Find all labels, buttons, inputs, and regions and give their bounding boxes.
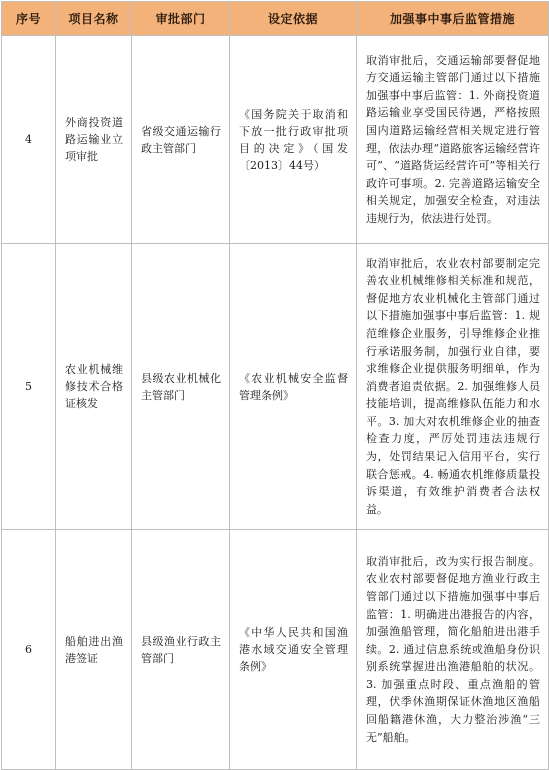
- table-row: [2, 530, 549, 770]
- row-approval-department: 县级渔业行政主管部门: [132, 530, 230, 770]
- row-project-name: 船舶进出渔港签证: [56, 530, 132, 770]
- table-row: [2, 244, 549, 530]
- row-project-name: 农业机械维修技术合格证核发: [56, 244, 132, 530]
- row-supervision-measures: 取消审批后，交通运输部要督促地方交通运输主管部门通过以下措施加强事中事后监管：1. 外商投资道路运输业享受国民待遇，严格按照国内道路运输经营相关规定进行管理，依法办理“道路旅客运输经营许可”、“道路货运经营许可”等相关行政许可事项。2. 完善道路运输安全相关规定，加强安全检查，对违法违规行为，依法进行处罚。: [357, 36, 549, 244]
- header-approval-department: 审批部门: [132, 2, 230, 36]
- row-serial-number: 4: [2, 36, 56, 244]
- header-serial-number: 序号: [2, 2, 56, 36]
- row-legal-basis: 《国务院关于取消和下放一批行政审批项目的决定》（国发〔2013〕44号）: [230, 36, 357, 244]
- row-serial-number: 5: [2, 244, 56, 530]
- row-legal-basis: 《中华人民共和国渔港水域交通安全管理条例》: [230, 530, 357, 770]
- row-approval-department: 省级交通运输行政主管部门: [132, 36, 230, 244]
- row-project-name: 外商投资道路运输业立项审批: [56, 36, 132, 244]
- row-serial-number: 6: [2, 530, 56, 770]
- header-supervision-measures: 加强事中事后监管措施: [357, 2, 549, 36]
- row-approval-department: 县级农业机械化主管部门: [132, 244, 230, 530]
- header-project-name: 项目名称: [56, 2, 132, 36]
- table-row: [2, 36, 549, 244]
- header-legal-basis: 设定依据: [230, 2, 357, 36]
- table-header-row: [2, 2, 549, 36]
- row-legal-basis: 《农业机械安全监督管理条例》: [230, 244, 357, 530]
- regulation-table: [1, 1, 549, 770]
- row-supervision-measures: 取消审批后，农业农村部要制定完善农业机械维修相关标准和规范，督促地方农业机械化主管部门通过以下措施加强事中事后监管：1. 规范维修企业服务，引导维修企业推行承诺服务制，加强行业自律，要求维修企业提供服务明细单，作为消费者追责依据。2. 加强维修人员技能培训，提高维修队伍能力和水平。3. 加大对农机维修企业的抽查检查力度，严厉处罚违法违规行为，处罚结果记入信用平台，实行联合惩戒。4. 畅通农机维修质量投诉渠道，有效维护消费者合法权益。: [357, 244, 549, 530]
- row-supervision-measures: 取消审批后，改为实行报告制度。农业农村部要督促地方渔业行政主管部门通过以下措施加强事中事后监管：1. 明确进出港报告的内容，加强渔船管理，简化船舶进出港手续。2. 通过信息系统或渔船身份识别系统掌握进出渔港船舶的状况。3. 加强重点时段、重点渔船的管理，伏季休渔期保证休渔地区渔船回船籍港休渔，大力整治涉渔“三无”船舶。: [357, 530, 549, 770]
